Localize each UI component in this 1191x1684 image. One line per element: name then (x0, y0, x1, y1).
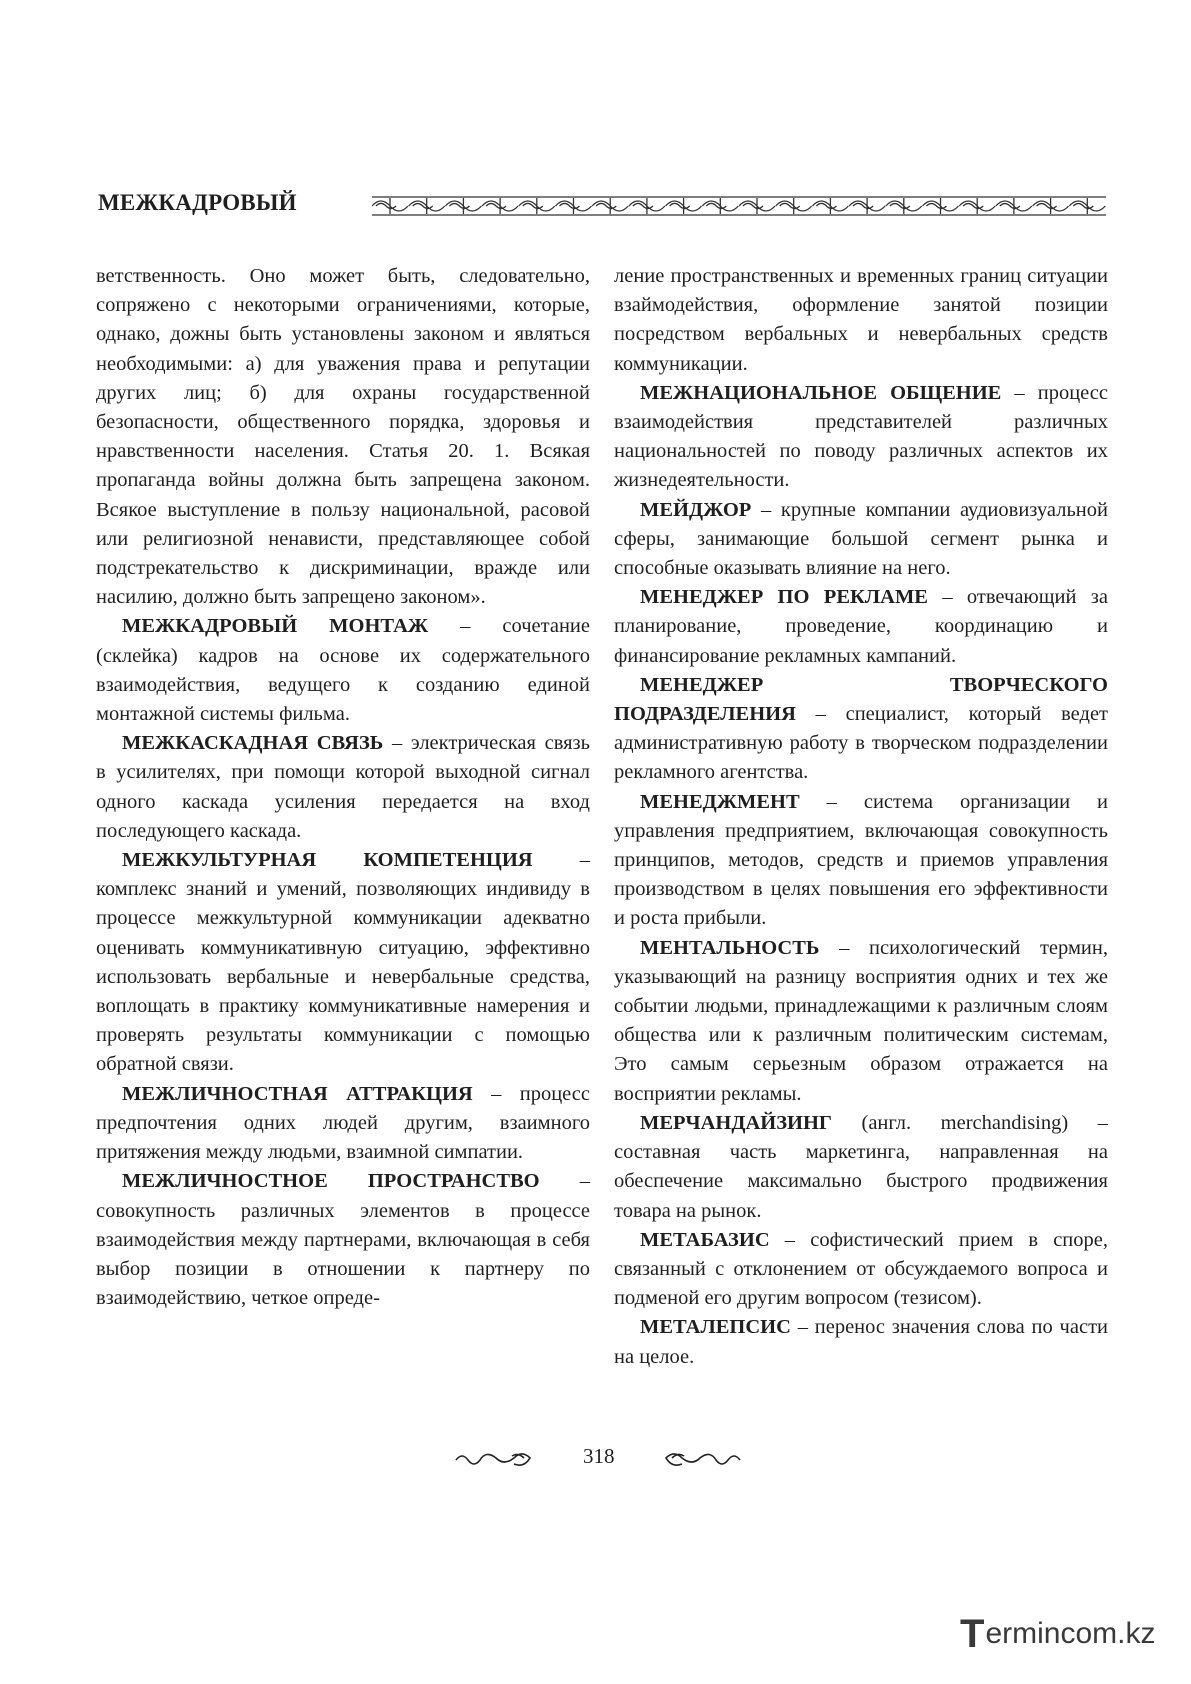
dictionary-entry (96, 612, 590, 729)
watermark-logo (960, 1611, 1156, 1656)
dictionary-entry (96, 1080, 590, 1168)
continued-paragraph (614, 262, 1108, 379)
entry-term: МЕРЧАНДАЙЗИНГ (640, 1111, 832, 1134)
entry-term: МЕЖКУЛЬТУРНАЯ КОМПЕТЕНЦИЯ (122, 849, 533, 872)
entry-text: – процесс взаимодействия представителей различных национальностей по поводу различных аспектов их жизнедеятельности. (614, 381, 1108, 492)
dictionary-entry (614, 934, 1108, 1109)
entry-text: – психологический термин, указывающий на разницу восприятия одних и тех же событии людьми, принадлежащими к различным слоям общества или к различным политическим системам, Это самым серьезным образом отражается на восприятии рекламы. (614, 936, 1108, 1105)
dictionary-entry (96, 729, 590, 846)
entry-text: – специалист, который ведет административную работу в творческом подразделении рекламного агентства. (614, 703, 1108, 784)
footer-ornament-right (654, 1448, 744, 1472)
entry-term: МЕТАЛЕПСИС (640, 1316, 791, 1339)
entry-term: МЕЖНАЦИОНАЛЬНОЕ ОБЩЕНИЕ (640, 381, 1002, 404)
running-head: МЕЖКАДРОВЫЙ (98, 190, 297, 215)
entry-term: МЕТАБАЗИС (640, 1228, 770, 1251)
entry-term: МЕЖКАДРОВЫЙ МОНТАЖ (122, 615, 429, 638)
entry-text: (англ. merchandising) – составная часть маркетинга, направленная на обеспечение максимально быстрого продвижения товара на рынок. (614, 1111, 1108, 1222)
dictionary-entry (614, 1313, 1108, 1371)
dictionary-entry (614, 583, 1108, 671)
entry-term: МЕЖЛИЧНОСТНОЕ ПРОСТРАНСТВО (122, 1170, 540, 1193)
watermark-text: ermincom.kz (985, 1617, 1156, 1650)
entry-term: МЕЙДЖОР (640, 498, 752, 521)
dictionary-entry (614, 1109, 1108, 1226)
entry-text: – электрическая связь в усилителях, при помощи которой выходной сигнал одного каскада усиления передается на вход последующего каскада. (96, 732, 590, 842)
dictionary-entry (96, 846, 590, 1080)
entry-term: МЕНЕДЖЕР ТВОРЧЕСКОГО ПОДРАЗДЕЛЕНИЯ (614, 673, 1108, 726)
dictionary-entry (96, 1167, 590, 1313)
continued-paragraph (96, 262, 590, 612)
entry-text: – система организации и управления предприятием, включающая совокупность принципов, методов, средств и приемов управления производством в целях повышения его эффективности и роста прибыли. (614, 790, 1108, 930)
entry-text: ветственность. Оно может быть, следовательно, сопряжено с некоторыми ограничениями, которые, однако, дожны быть установлены законом и являться необходимыми: а) для уважения права и репутации других лиц; б) для охраны государственной безопасности, общественного порядка, здоровья и нравственности населения. Статья 20. 1. Всякая пропаганда войны должна быть запрещена законом. Всякое выступление в пользу национальной, расовой или религиозной ненависти, представляющее собой подстрекательство к дискриминации, вражде или насилию, должно быть запрещено законом». (96, 265, 590, 609)
page-number: 318 (583, 1444, 615, 1468)
entry-term: МЕЖКАСКАДНАЯ СВЯЗЬ (122, 732, 384, 755)
entry-text: – софистический прием в споре, связанный с отклонением от обсуждаемого вопроса и подменой его другим вопросом (тезисом). (614, 1228, 1108, 1310)
entry-term: МЕНЕДЖМЕНТ (640, 790, 800, 813)
dictionary-entry (614, 496, 1108, 584)
entry-term: МЕНЕДЖЕР ПО РЕКЛАМЕ (640, 586, 928, 609)
entry-text: ление пространственных и временных границ ситуации взаймодействия, оформление занятой позиции посредством вербальных и невербальных средств коммуникации. (614, 265, 1108, 375)
entry-text: – сочетание (склейка) кадров на основе их содержательного взаимодействия, ведущего к созданию единой монтажной системы фильма. (96, 615, 590, 726)
dictionary-entry (614, 379, 1108, 496)
entry-text: – комплекс знаний и умений, позволяющих индивиду в процессе межкультурной коммуникации адекватно оценивать коммуникативную ситуацию, эффективно использовать вербальные и невербальные средства, воплощать в практику коммуникативные намерения и проверять результаты коммуникации с помощью обратной связи. (96, 849, 590, 1076)
footer-ornament-left (452, 1448, 542, 1472)
entry-text: – крупные компании аудиовизуальной сферы, занимающие большой сегмент рынка и способные оказывать влияние на него. (614, 498, 1108, 580)
entry-text: – совокупность различных элементов в процессе взаимодействия между партнерами, включающая в себя выбор позиции в отношении к партнеру по взаимодействию, четкое опреде- (96, 1170, 591, 1310)
left-column (96, 262, 590, 1313)
entry-text: – перенос значения слова по части на целое. (614, 1316, 1108, 1368)
right-column (614, 262, 1108, 1372)
entry-text: – отвечающий за планирование, проведение, координацию и финансирование рекламных кампаний. (614, 586, 1109, 667)
dictionary-entry (614, 1226, 1108, 1314)
dictionary-entry (614, 671, 1108, 788)
watermark-letter: T (960, 1611, 985, 1656)
entry-term: МЕЖЛИЧНОСТНАЯ АТТРАКЦИЯ (122, 1082, 473, 1105)
entry-text: – процесс предпочтения одних людей другим, взаимного притяжения между людьми, взаимной симпатии. (96, 1082, 590, 1164)
entry-term: МЕНТАЛЬНОСТЬ (640, 936, 820, 959)
dictionary-entry (614, 788, 1108, 934)
ornament-band (372, 194, 1106, 218)
